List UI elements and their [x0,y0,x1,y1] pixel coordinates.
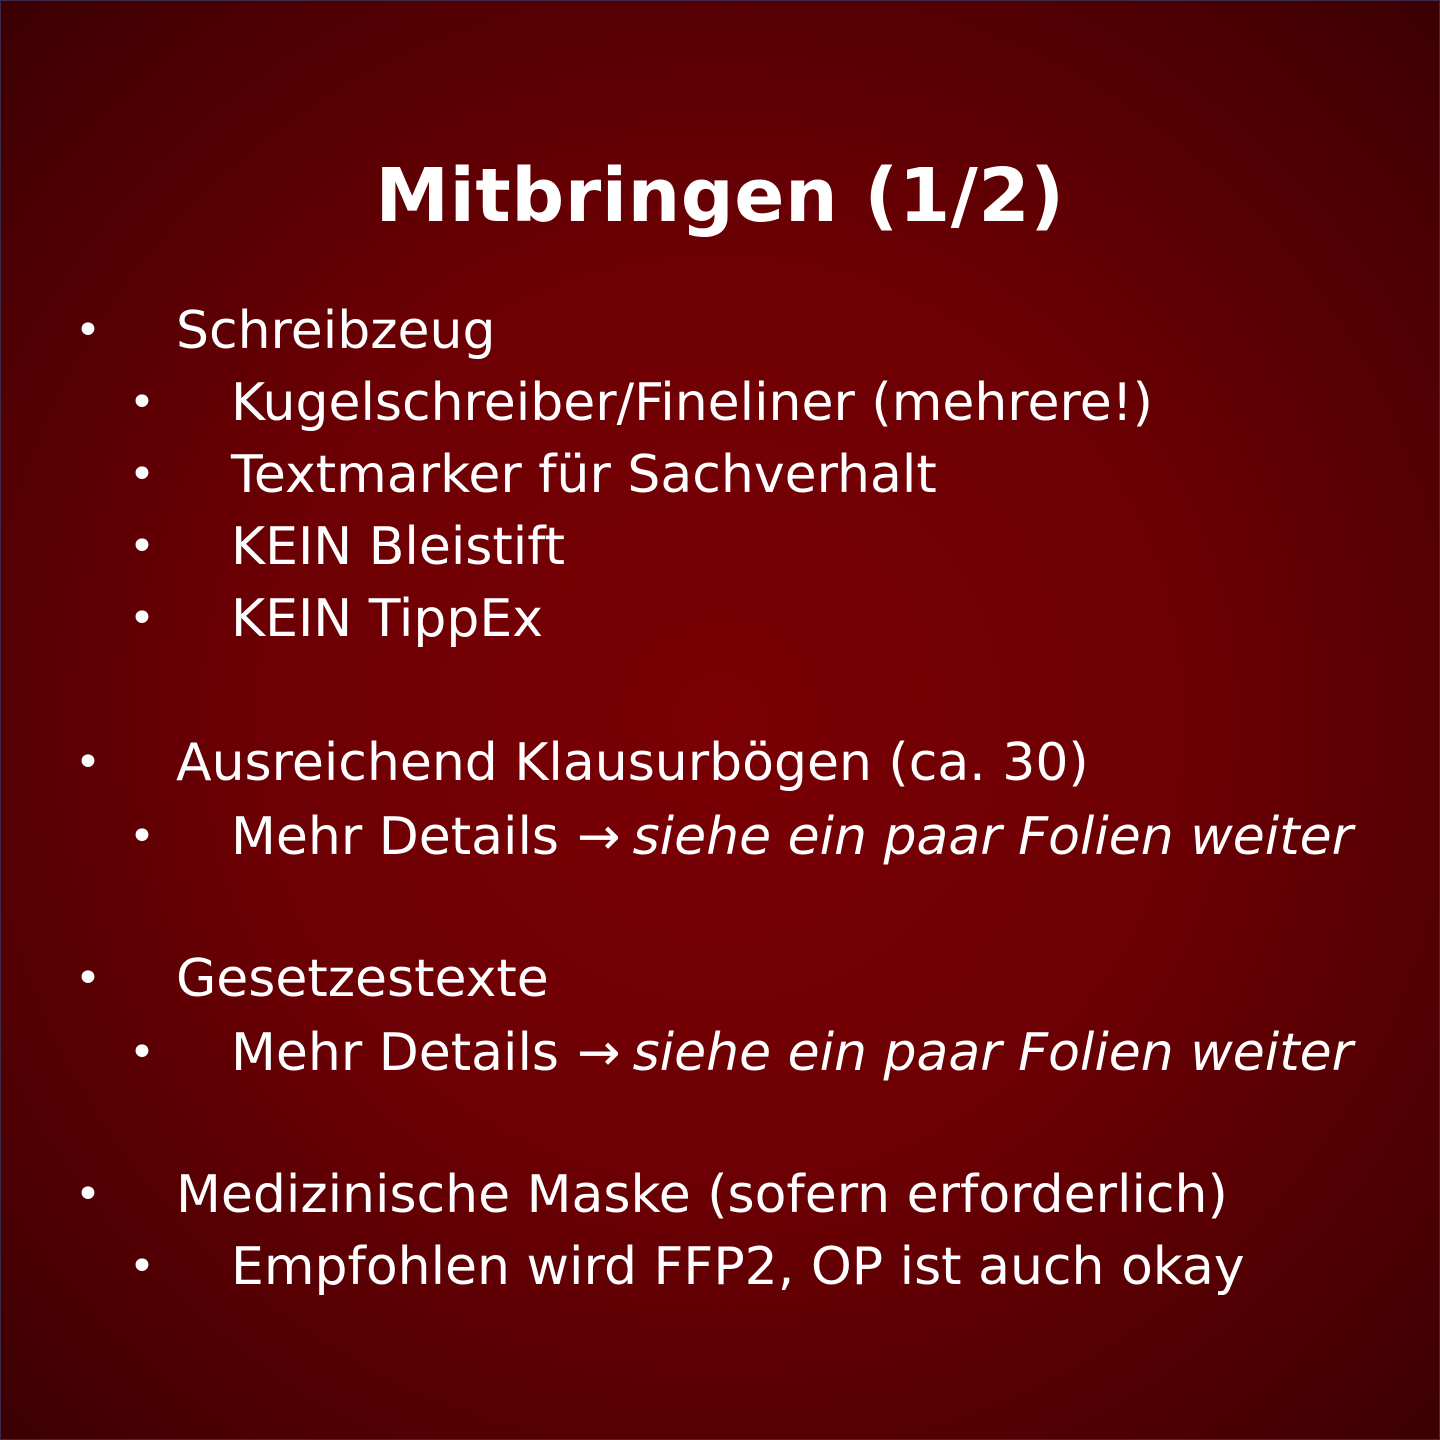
list-item-text [231,1021,1353,1085]
list-item-text: KEIN Bleistift [231,517,565,577]
bullet: • [75,737,101,788]
list-item [1,515,1440,579]
list-item [1,443,1440,507]
details-reference: siehe ein paar Folien weiter [632,1023,1353,1083]
list-item [1,805,1440,869]
bullet: • [129,593,155,644]
list-item [1,1235,1440,1299]
list-item-text: Kugelschreiber/Fineliner (mehrere!) [231,373,1153,433]
list-item-text: Textmarker für Sachverhalt [231,445,937,505]
details-label: Mehr Details [231,807,559,867]
bullet: • [75,1169,101,1220]
list-item [1,731,1440,795]
list-item [1,587,1440,651]
details-reference: siehe ein paar Folien weiter [632,807,1353,867]
details-label: Mehr Details [231,1023,559,1083]
arrow-right-icon: → [577,807,621,867]
arrow-right-icon: → [577,1023,621,1083]
slide-title: Mitbringen (1/2) [375,153,1065,239]
list-item-text: KEIN TippEx [231,589,543,649]
bullet: • [129,1241,155,1292]
list-item [1,1021,1440,1085]
list-item [1,299,1440,363]
list-item-text [231,805,1353,869]
list-item [1,947,1440,1011]
list-item-text: Medizinische Maske (sofern erforderlich) [176,1165,1228,1225]
list-item-text: Ausreichend Klausurbögen (ca. 30) [176,733,1089,793]
bullet: • [75,953,101,1004]
list-item-text: Schreibzeug [176,301,496,361]
list-item-text: Empfohlen wird FFP2, OP ist auch okay [231,1237,1245,1297]
bullet: • [129,377,155,428]
bullet: • [129,521,155,572]
bullet: • [129,811,155,862]
bullet: • [129,449,155,500]
list-item [1,371,1440,435]
list-item-text: Gesetzestexte [176,949,549,1009]
list-item [1,1163,1440,1227]
bullet: • [129,1027,155,1078]
bullet: • [75,305,101,356]
